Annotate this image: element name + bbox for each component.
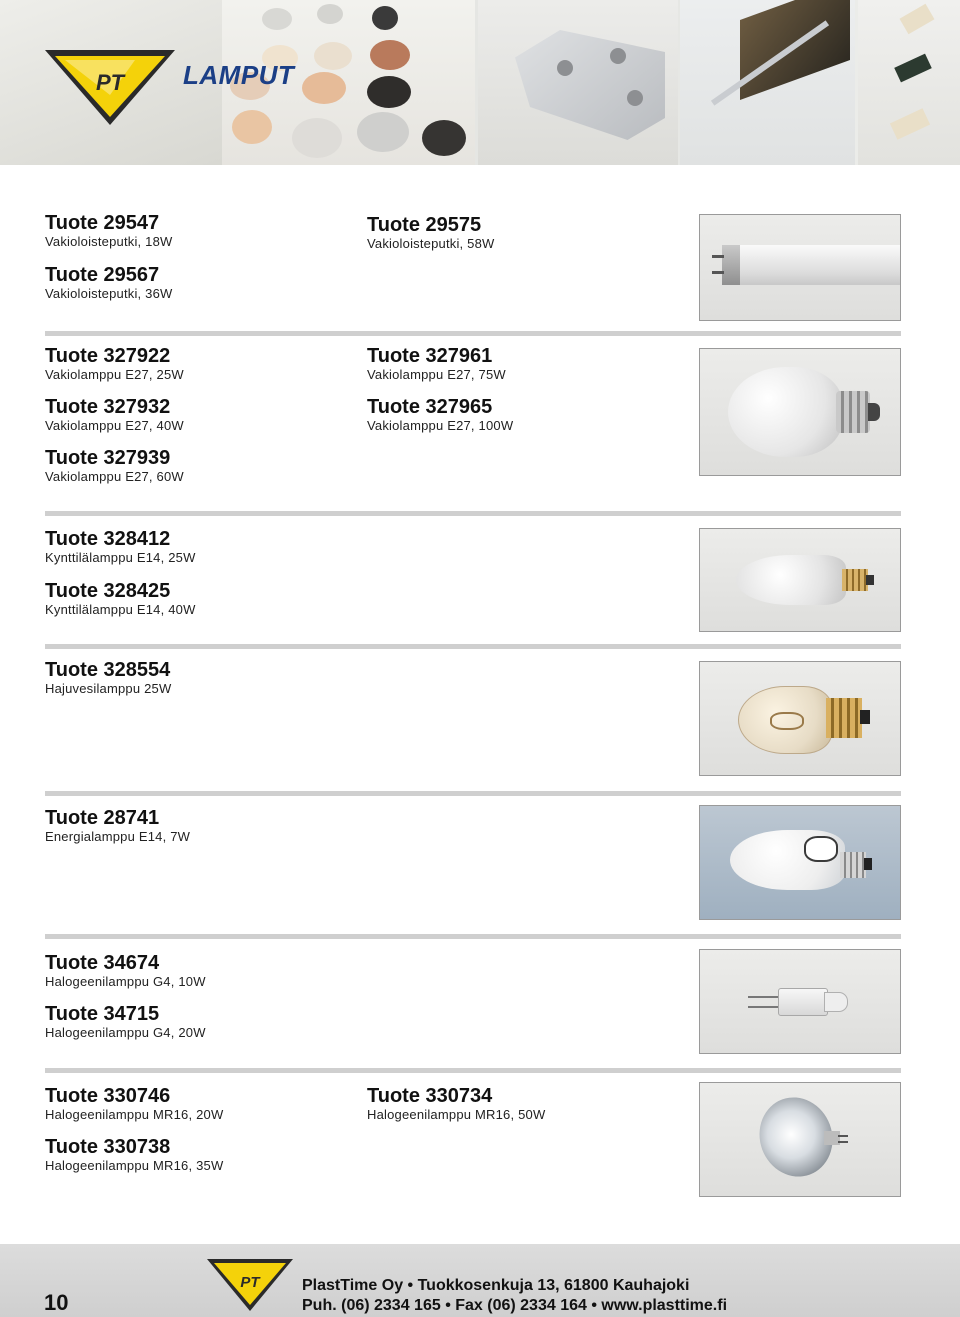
product-desc: Vakiolamppu E27, 100W (367, 418, 514, 433)
product-desc: Vakiolamppu E27, 75W (367, 367, 506, 382)
product-item (45, 952, 206, 990)
logo-text: PT (95, 70, 125, 95)
logo-text: PT (240, 1274, 260, 1291)
product-name: Tuote 328425 (45, 580, 171, 602)
header-photo-frame (680, 0, 855, 165)
product-name: Tuote 330746 (45, 1085, 171, 1107)
halogen-mr16-photo (699, 1082, 901, 1197)
product-item (367, 214, 495, 252)
product-item (45, 345, 184, 383)
product-item (45, 447, 184, 485)
product-desc: Halogeenilamppu MR16, 35W (45, 1158, 224, 1173)
section-divider (45, 644, 901, 649)
product-desc: Halogeenilamppu MR16, 20W (45, 1107, 224, 1122)
section-divider (45, 791, 901, 796)
product-item (367, 396, 513, 434)
product-name: Tuote 327965 (367, 396, 493, 418)
product-item (367, 345, 506, 383)
product-name: Tuote 330738 (45, 1136, 171, 1158)
product-desc: Vakiolamppu E27, 60W (45, 469, 184, 484)
product-name: Tuote 328554 (45, 659, 171, 681)
standard-bulb-e27-photo (699, 348, 901, 476)
product-item (45, 807, 190, 845)
page-number: 10 (44, 1290, 69, 1315)
header-banner (0, 0, 960, 165)
product-item (45, 528, 196, 566)
product-item (45, 264, 173, 302)
product-item (45, 659, 171, 697)
product-desc: Kynttilälamppu E14, 25W (45, 550, 196, 565)
energy-saving-bulb-photo (699, 805, 901, 920)
product-desc: Vakioloisteputki, 58W (367, 236, 495, 251)
product-item (45, 1085, 223, 1123)
section-divider (45, 934, 901, 939)
company-contact: Puh. (06) 2334 165 • Fax (06) 2334 164 • www.plasttime.fi (302, 1297, 728, 1314)
halogen-g4-photo (699, 949, 901, 1054)
product-desc: Vakioloisteputki, 36W (45, 286, 173, 301)
product-item (45, 396, 184, 434)
perfume-lamp-photo (699, 661, 901, 776)
product-desc: Kynttilälamppu E14, 40W (45, 602, 196, 617)
product-name: Tuote 34674 (45, 952, 160, 974)
product-item (45, 1136, 223, 1174)
product-desc: Energialamppu E14, 7W (45, 829, 191, 844)
plasttime-logo-icon (205, 1256, 295, 1314)
page-title: LAMPUT (183, 60, 295, 90)
company-address: PlastTime Oy • Tuokkosenkuja 13, 61800 Kauhajoki (302, 1277, 690, 1294)
candle-bulb-e14-photo (699, 528, 901, 632)
product-name: Tuote 327961 (367, 345, 493, 367)
product-name: Tuote 327932 (45, 396, 171, 418)
product-desc: Hajuvesilamppu 25W (45, 681, 172, 696)
product-item (45, 580, 196, 618)
product-desc: Halogeenilamppu G4, 20W (45, 1025, 206, 1040)
product-item (367, 1085, 545, 1123)
section-divider (45, 331, 901, 336)
product-name: Tuote 29567 (45, 264, 160, 286)
product-desc: Halogeenilamppu MR16, 50W (367, 1107, 546, 1122)
product-name: Tuote 327939 (45, 447, 171, 469)
product-desc: Halogeenilamppu G4, 10W (45, 974, 206, 989)
product-item (45, 212, 173, 250)
section-divider (45, 1068, 901, 1073)
product-name: Tuote 28741 (45, 807, 160, 829)
product-name: Tuote 328412 (45, 528, 171, 550)
fluorescent-tube-photo (699, 214, 901, 321)
product-desc: Vakioloisteputki, 18W (45, 234, 173, 249)
header-photo-clips (858, 0, 960, 165)
product-name: Tuote 29547 (45, 212, 160, 234)
product-name: Tuote 330734 (367, 1085, 493, 1107)
product-name: Tuote 327922 (45, 345, 171, 367)
product-name: Tuote 29575 (367, 214, 482, 236)
section-divider (45, 511, 901, 516)
plasttime-logo-icon (40, 45, 180, 130)
product-desc: Vakiolamppu E27, 40W (45, 418, 184, 433)
product-item (45, 1003, 206, 1041)
product-name: Tuote 34715 (45, 1003, 160, 1025)
product-desc: Vakiolamppu E27, 25W (45, 367, 184, 382)
